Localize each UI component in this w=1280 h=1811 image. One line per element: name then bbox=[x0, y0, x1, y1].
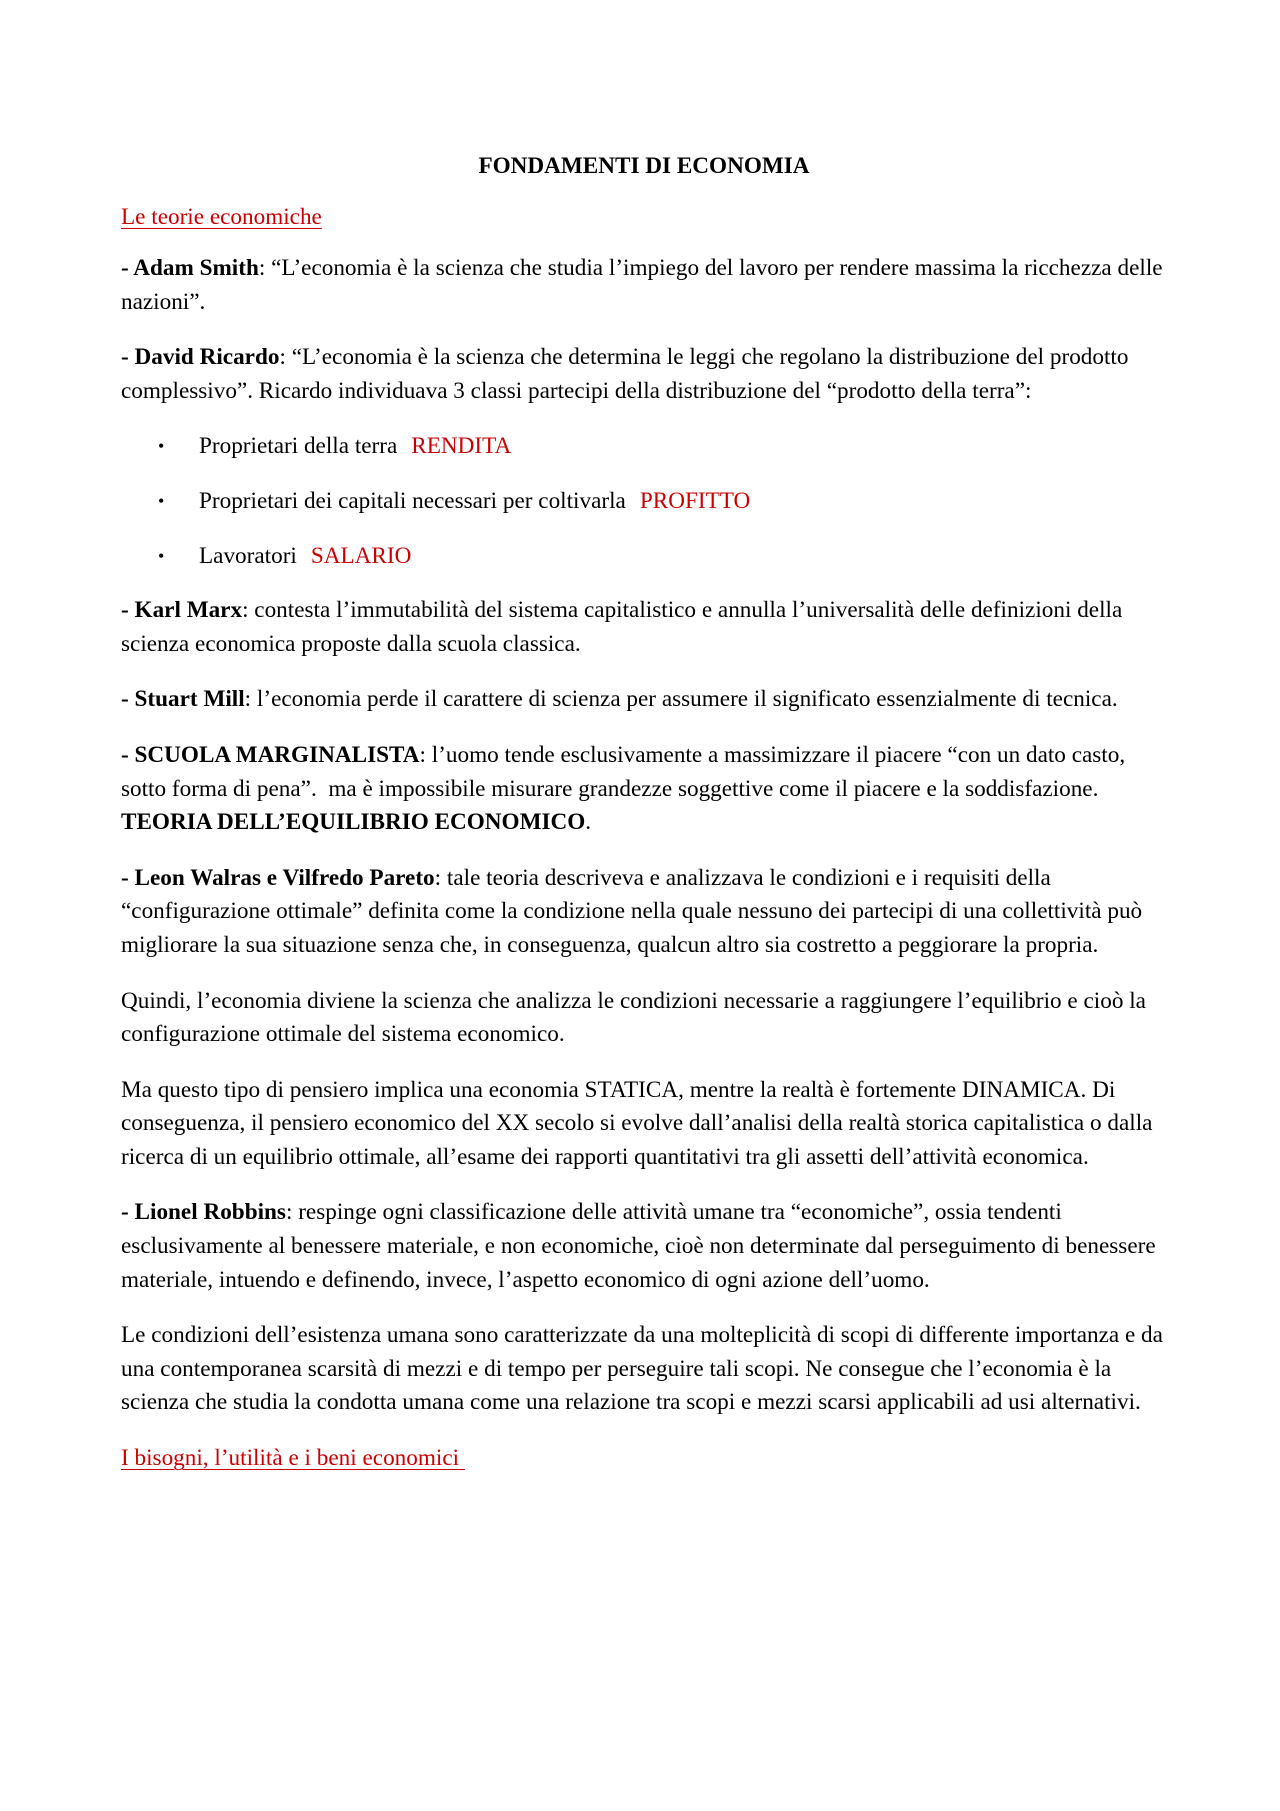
paragraph-smith bbox=[121, 252, 1167, 319]
list-item bbox=[121, 485, 1167, 519]
paragraph-marx bbox=[121, 594, 1167, 661]
bullet-icon: • bbox=[158, 490, 165, 511]
paragraph-condizioni: Le condizioni dell’esistenza umana sono caratterizzate da una molteplicità di scopi di differente importanza e da una contemporanea scarsità di mezzi e di tempo per perseguire tali scopi. Ne consegue che l’economia è la scienza che studia la condotta umana come una relazione tra scopi e mezzi scarsi applicabili ad usi alternativi. bbox=[121, 1322, 1163, 1416]
author-smith: Adam Smith bbox=[133, 255, 259, 281]
list-item bbox=[121, 430, 1167, 464]
text-marginalista-end: . bbox=[585, 809, 592, 836]
class-term: SALARIO bbox=[310, 542, 412, 569]
paragraph-robbins bbox=[121, 1196, 1167, 1297]
text-ricardo: : “L’economia è la scienza che determina le leggi che regolano la distribuzione del prodotto complessivo”. Ricardo individuava 3 classi partecipi della distribuzione del “prodotto della terra”: bbox=[121, 344, 1129, 404]
text-smith: : “L’economia è la scienza che studia l’impiego del lavoro per rendere massima la ricchezza delle nazioni”. bbox=[121, 255, 1163, 315]
author-marx: Karl Marx bbox=[134, 597, 243, 624]
text-marginalista: : l’uomo tende esclusivamente a massimizzare il piacere “con un dato casto, sotto forma di pena”. ma è impossibile misurare grandezze soggettive come il piacere e la soddisfazione. bbox=[121, 741, 1131, 802]
bullet-icon: • bbox=[158, 436, 165, 457]
section-heading-teorie: Le teorie economiche bbox=[121, 204, 322, 230]
dash-mill: - bbox=[121, 686, 135, 713]
text-robbins: : respinge ogni classificazione delle attività umane tra “economiche”, ossia tendenti esclusivamente al benessere materiale, e non economiche, cioè non determinate dal perseguimento di benessere materiale, intuendo e definendo, invece, l’aspetto economico di ogni azione dell’uomo. bbox=[121, 1199, 1156, 1293]
author-walras-pareto: Leon Walras e Vilfredo Pareto bbox=[134, 864, 435, 891]
paragraph-walras-pareto bbox=[121, 862, 1167, 963]
class-label: Proprietari della terra bbox=[199, 433, 398, 460]
text-marx: : contesta l’immutabilità del sistema capitalistico e annulla l’universalità delle definizioni della scienza economica proposte dalla scuola classica. bbox=[121, 597, 1123, 657]
text-mill: : l’economia perde il carattere di scienza per assumere il significato essenzialmente di tecnica. bbox=[244, 686, 1118, 713]
document-page bbox=[121, 150, 1167, 1493]
dash-smith: - bbox=[121, 255, 134, 281]
dash-ricardo: - bbox=[121, 344, 135, 371]
dash-robbins: - bbox=[121, 1199, 135, 1226]
list-item bbox=[121, 540, 1167, 574]
paragraph-statica: Ma questo tipo di pensiero implica una economia STATICA, mentre la realtà è fortemente DINAMICA. Di conseguenza, il pensiero economico del XX secolo si evolve dall’analisi della realtà storica capitalistica o dalla ricerca di un equilibrio ottimale, all’esame dei rapporti quantitativi tra gli assetti dell’attività economica. bbox=[121, 1076, 1153, 1170]
paragraph-ricardo bbox=[121, 341, 1167, 408]
dash-marginalista: - bbox=[121, 741, 135, 768]
paragraph-quindi: Quindi, l’economia diviene la scienza che analizza le condizioni necessarie a raggiungere l’equilibrio e cioò la configurazione ottimale del sistema economico. bbox=[121, 987, 1146, 1048]
school-marginalista: SCUOLA MARGINALISTA bbox=[134, 741, 420, 768]
dash-walras: - bbox=[121, 864, 135, 891]
author-mill: Stuart Mill bbox=[134, 686, 245, 713]
author-robbins: Lionel Robbins bbox=[134, 1199, 286, 1226]
class-label: Proprietari dei capitali necessari per coltivarla bbox=[199, 487, 626, 514]
class-term: PROFITTO bbox=[639, 487, 751, 514]
section-heading-bisogni: I bisogni, l’utilità e i beni economici bbox=[121, 1445, 465, 1472]
dash-marx: - bbox=[121, 597, 135, 624]
bullet-icon: • bbox=[158, 545, 165, 566]
class-term: RENDITA bbox=[411, 433, 512, 460]
paragraph-marginalista bbox=[121, 739, 1167, 840]
author-ricardo: David Ricardo bbox=[134, 344, 280, 371]
document-title: FONDAMENTI DI ECONOMIA bbox=[478, 153, 810, 179]
theory-equilibrio: TEORIA DELL’EQUILIBRIO ECONOMICO bbox=[121, 809, 586, 836]
class-label: Lavoratori bbox=[199, 542, 297, 569]
paragraph-mill bbox=[121, 683, 1167, 717]
text-walras: : tale teoria descriveva e analizzava le condizioni e i requisiti della “configurazione ottimale” definita come la condizione nella quale nessuno dei partecipi di una collettività può migliorare la sua situazione senza che, in conseguenza, qualcun altro sia costretto a peggiorare la propria. bbox=[121, 864, 1143, 958]
classes-list bbox=[121, 430, 1167, 573]
